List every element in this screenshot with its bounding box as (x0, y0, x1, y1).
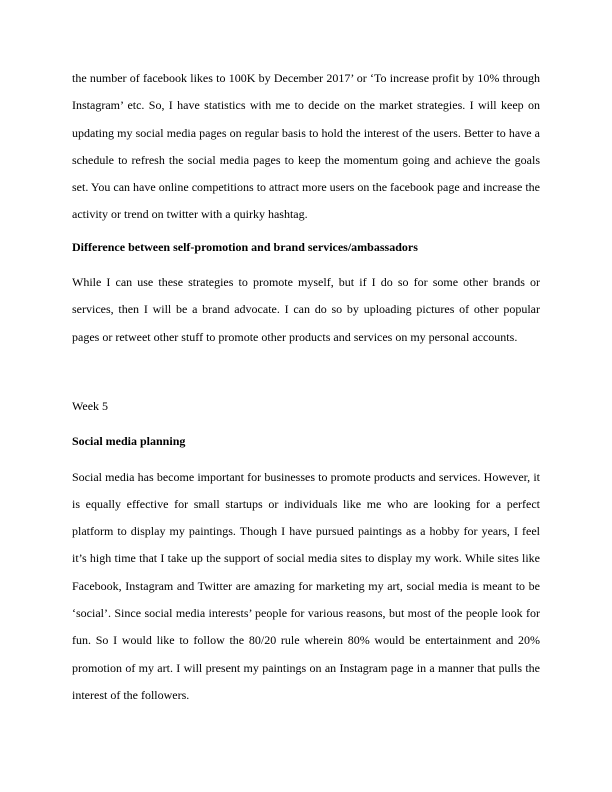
intro-paragraph: the number of facebook likes to 100K by December 2017’ or ‘To increase profit by 10% through Instagram’ etc. So, I have statistics with me to decide on the market strategies. I will keep on updating my social media pages on regular basis to hold the interest of the users. Better to have a schedule to refresh the social media pages to keep the momentum going and achieve the goals set. You can have online competitions to attract more users on the facebook page and increase the activity or trend on twitter with a quirky hashtag. (72, 71, 540, 222)
difference-paragraph: While I can use these strategies to promote myself, but if I do so for some other brands or services, then I will be a brand advocate. I can do so by uploading pictures of other popular pages or retweet other stuff to promote other products and services on my personal accounts. (72, 275, 540, 344)
spacer (72, 261, 540, 269)
spacer (72, 351, 540, 393)
difference-heading: Difference between self-promotion and brand services/ambassadors (72, 239, 418, 254)
planning-paragraph: Social media has become important for businesses to promote products and services. However, it is equally effective for small startups or individuals like me who are looking for a perfect platform to display my paintings. Though I have pursued paintings as a hobby for years, I feel it’s high time that I take up the support of social media sites to display my work. While sites like Facebook, Instagram and Twitter are amazing for marketing my art, social media is meant to be ‘social’. Since social media interests’ people for various reasons, but most of the people look for fun. So I would like to follow the 80/20 rule wherein 80% would be entertainment and 20% promotion of my art. I will present my paintings on an Instagram page in a manner that pulls the interest of the followers. (72, 469, 540, 702)
document-page (72, 65, 540, 709)
week-label: Week 5 (72, 398, 109, 413)
planning-heading: Social media planning (72, 434, 186, 449)
spacer (72, 456, 540, 464)
spacer (72, 420, 540, 428)
